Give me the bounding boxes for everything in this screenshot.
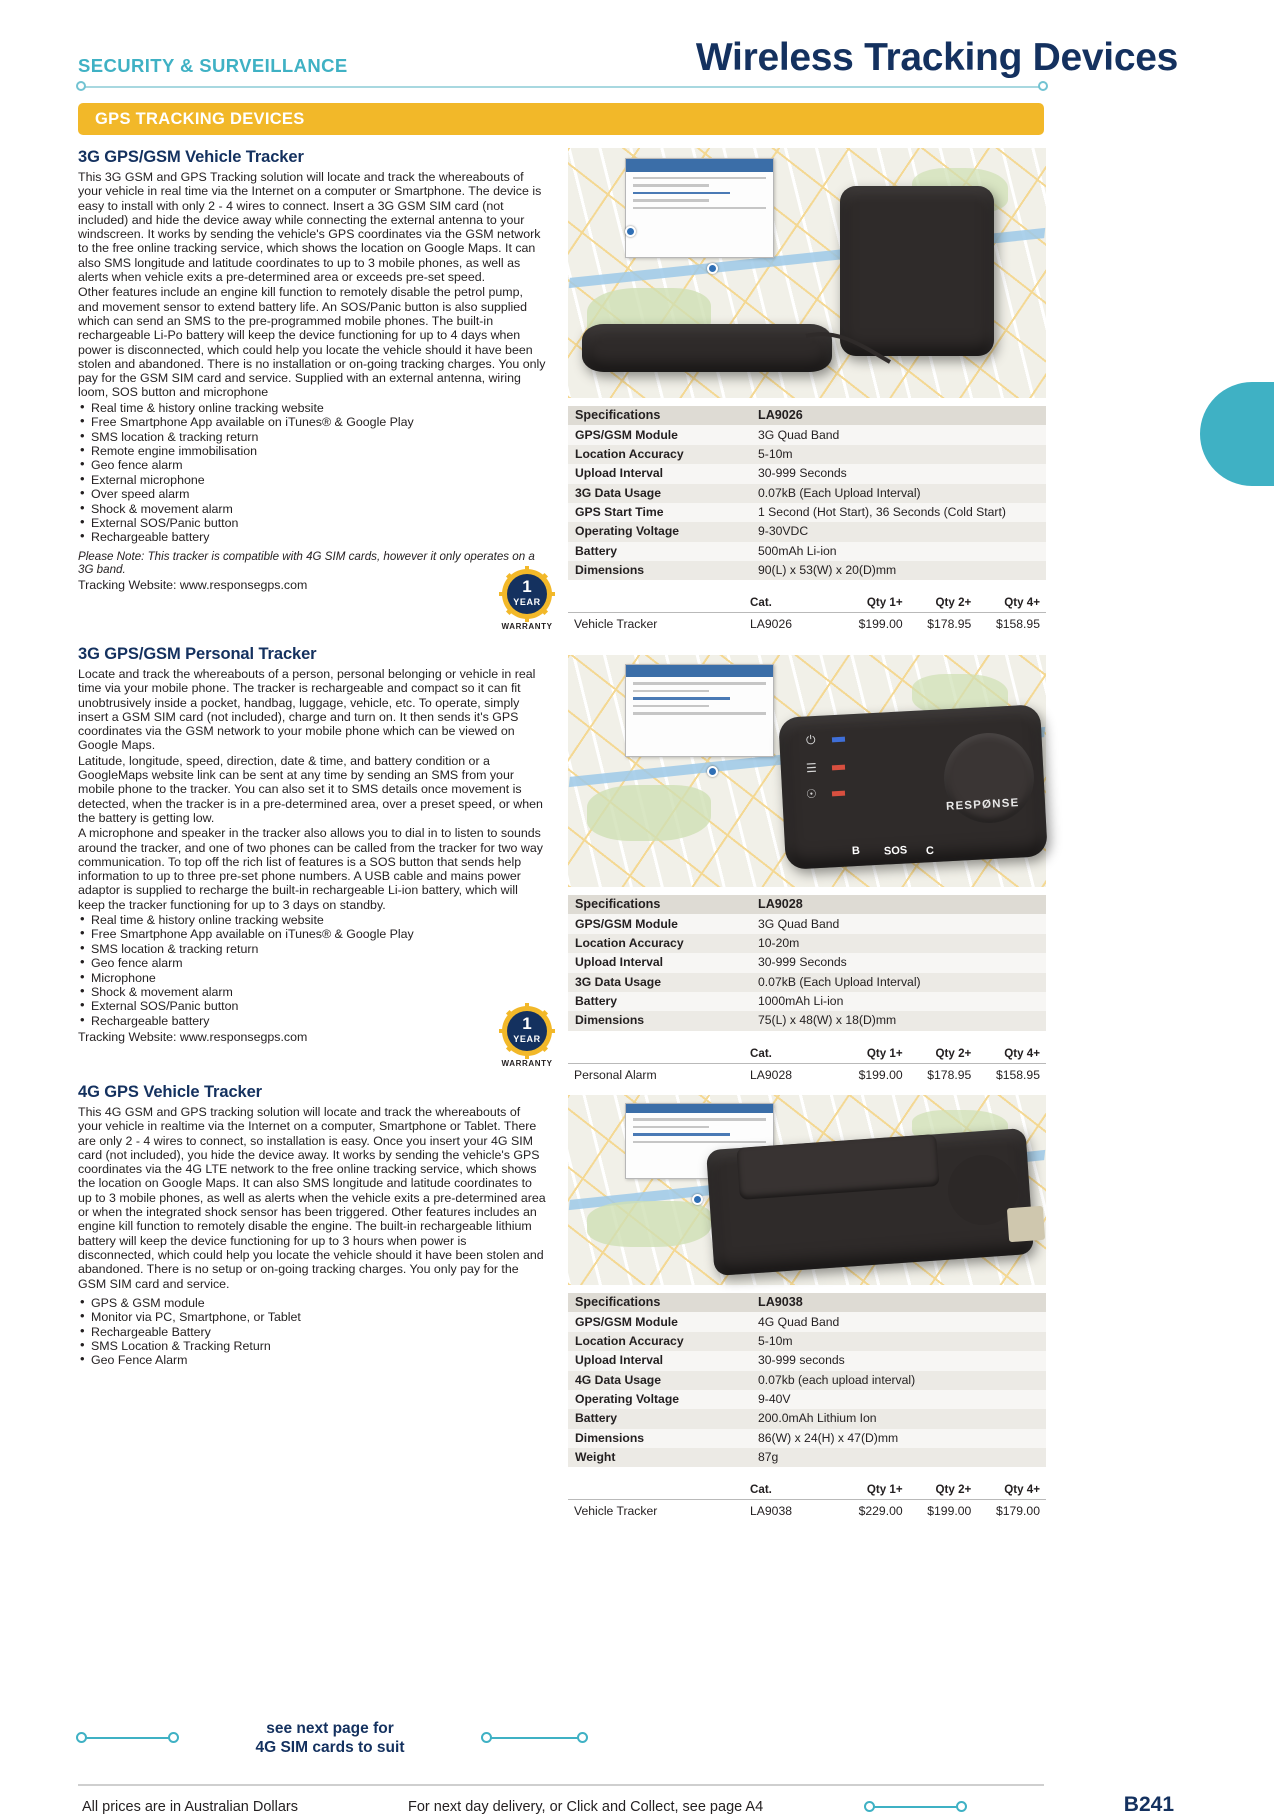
map-info-card-header [626, 1104, 772, 1114]
price-header-qty2: Qty 2+ [909, 1481, 978, 1500]
table-row [568, 1312, 1046, 1331]
product-1-price-table [568, 594, 1046, 633]
spec-key: Location Accuracy [568, 445, 751, 464]
price-header-blank [568, 1481, 744, 1500]
map-info-card-line [633, 712, 765, 715]
spec-key: Upload Interval [568, 1351, 751, 1370]
spec-value: 0.07kB (Each Upload Interval) [751, 973, 1046, 992]
price-header-qty4: Qty 4+ [977, 1481, 1046, 1500]
spec-header-key: Specifications [568, 895, 751, 914]
list-item: • External microphone [78, 473, 546, 487]
spec-key: Upload Interval [568, 464, 751, 483]
list-item: • SMS Location & Tracking Return [78, 1339, 546, 1353]
warranty-label: WARRANTY [501, 1059, 553, 1068]
map-info-card [625, 664, 773, 757]
list-item: • Monitor via PC, Smartphone, or Tablet [78, 1310, 546, 1324]
spec-header-key: Specifications [568, 1293, 751, 1312]
button-c-label[interactable]: C [925, 844, 935, 858]
list-item: • External SOS/Panic button [78, 516, 546, 530]
map-info-card-line [633, 697, 729, 700]
table-row [568, 1351, 1046, 1370]
category-label: SECURITY & SURVEILLANCE [78, 55, 348, 76]
price-header-blank [568, 594, 744, 613]
map-info-card-line [633, 705, 709, 708]
footer-prices-note: All prices are in Australian Dollars [82, 1799, 298, 1815]
header-rule-dot-right [1038, 81, 1048, 91]
spec-value: 9-30VDC [751, 522, 1046, 541]
page-number: B241 [1123, 1793, 1174, 1816]
table-row [568, 484, 1046, 503]
list-item: • SMS location & tracking return [78, 942, 546, 956]
table-row[interactable] [568, 1063, 1046, 1084]
list-item: • Free Smartphone App available on iTunes® & Google Play [78, 415, 546, 429]
table-row [568, 542, 1046, 561]
button-sos-label[interactable]: SOS [883, 844, 908, 858]
product-3-paragraph-1: This 4G GSM and GPS tracking solution will locate and track the whereabouts of your vehicle in realtime via the Internet on a computer, Smartphone or Tablet. There are only 2 - 4 wires to connect, so installation is easy. Once you insert your 4G SIM card (not included), you hide the device away. It works by sending the vehicle's GPS coordinates via the 4G LTE network to the free online tracking service, which shows the location on Google Maps. It can also SMS longitude and latitude coordinates to up to 3 mobile phones, as well as alerts when the vehicle exits a pre-determined area or when the integrated shock sensor has been triggered. Other features includes an engine kill function to remotely disable the engine. The built-in rechargeable lithium battery will keep the device functioning for up to 3 hours when power is disconnected, which could help you locate the vehicle should it have been stolen and abandoned. There is no setup or on-going tracking charges. You only pay for the GSM SIM card and service. [78, 1105, 546, 1291]
map-info-card-header [626, 159, 772, 172]
spec-value: 87g [751, 1448, 1046, 1467]
map-park-area [587, 1201, 711, 1247]
satellite-icon: ☉ [805, 786, 818, 802]
spec-key: Battery [568, 1409, 751, 1428]
map-info-card-line [633, 207, 765, 210]
map-pin-icon [692, 1194, 703, 1205]
footer-accent-rule [868, 1806, 964, 1808]
list-item: • Geo fence alarm [78, 956, 546, 970]
table-row [568, 1390, 1046, 1409]
see-next-page-callout [190, 1719, 470, 1757]
list-item: • GPS & GSM module [78, 1296, 546, 1310]
list-item: • Real time & history online tracking website [78, 913, 546, 927]
product-1-spec-table [568, 406, 1046, 580]
price-header-qty1: Qty 1+ [840, 594, 909, 613]
price-header-blank [568, 1045, 744, 1064]
spec-value: 3G Quad Band [751, 914, 1046, 933]
product-3-right-column [568, 1095, 1046, 1520]
spec-value: 30-999 seconds [751, 1351, 1046, 1370]
product-2-price-table [568, 1045, 1046, 1084]
map-info-card-line [633, 682, 765, 685]
list-item: • SMS location & tracking return [78, 430, 546, 444]
price-qty2: $178.95 [927, 1067, 972, 1082]
list-item: • Shock & movement alarm [78, 502, 546, 516]
warranty-period: YEAR [513, 1034, 541, 1044]
product-2-text [78, 645, 546, 1045]
spec-value: 30-999 Seconds [751, 953, 1046, 972]
product-2-feature-list [78, 913, 546, 1028]
page-edge-tab [1200, 382, 1274, 486]
price-qty1: $199.00 [858, 617, 903, 632]
price-header-qty4: Qty 4+ [977, 594, 1046, 613]
section-bar-label: GPS TRACKING DEVICES [95, 110, 305, 128]
spec-value: 4G Quad Band [751, 1312, 1046, 1331]
warranty-period: YEAR [513, 597, 541, 607]
price-product-name: Personal Alarm [574, 1067, 657, 1082]
product-1-right-column [568, 148, 1046, 633]
table-row [568, 503, 1046, 522]
spec-key: Dimensions [568, 561, 751, 580]
warranty-seal-icon [501, 1005, 553, 1057]
spec-header-value: LA9028 [751, 895, 1046, 914]
list-item: • Over speed alarm [78, 487, 546, 501]
map-pin-icon [625, 226, 636, 237]
product-1-tracking-website: Tracking Website: www.responsegps.com [78, 577, 308, 592]
spec-key: Dimensions [568, 1429, 751, 1448]
price-product-name: Vehicle Tracker [574, 617, 658, 632]
spec-value: 5-10m [751, 1332, 1046, 1351]
spec-key: Battery [568, 542, 751, 561]
spec-value: 0.07kb (each upload interval) [751, 1371, 1046, 1390]
product-2-right-column [568, 655, 1046, 1084]
spec-key: GPS/GSM Module [568, 914, 751, 933]
spec-value: 75(L) x 48(W) x 18(D)mm [751, 1011, 1046, 1030]
map-park-area [587, 785, 711, 841]
spec-value: 86(W) x 24(H) x 47(D)mm [751, 1429, 1046, 1448]
map-info-card-line [633, 192, 729, 195]
warranty-badge-2 [496, 1005, 558, 1068]
price-qty2: $199.00 [927, 1504, 972, 1519]
list-item: • Geo fence alarm [78, 458, 546, 472]
warranty-number: 1 [522, 577, 532, 596]
spec-value: 90(L) x 53(W) x 20(D)mm [751, 561, 1046, 580]
header-rule [78, 86, 1044, 88]
led-blue [832, 737, 845, 743]
product-2-paragraph-2: Latitude, longitude, speed, direction, date & time, and battery condition or a GoogleMaps website link can be sent at any time by sending an SMS from your mobile phone to the tracker. You can also set it to SMS details once movement is detected, when the tracker is in a pre-determined area, over a preset speed, or when the battery is getting low. [78, 753, 543, 825]
spec-value: 5-10m [751, 445, 1046, 464]
table-row [568, 953, 1046, 972]
spec-key: Location Accuracy [568, 934, 751, 953]
map-pin-icon [707, 766, 718, 777]
spec-value: 500mAh Li-ion [751, 542, 1046, 561]
table-row [568, 445, 1046, 464]
spec-key: GPS/GSM Module [568, 1312, 751, 1331]
see-next-page-line2: 4G SIM cards to suit [255, 1739, 405, 1756]
list-item: • Rechargeable battery [78, 1014, 546, 1028]
price-qty4: $158.95 [995, 1067, 1040, 1082]
list-item: • Geo Fence Alarm [78, 1353, 546, 1367]
header-rule-dot-left [76, 81, 86, 91]
price-qty1: $199.00 [858, 1067, 903, 1082]
table-row [568, 561, 1046, 580]
list-item: • Free Smartphone App available on iTunes® & Google Play [78, 927, 546, 941]
spec-key: GPS/GSM Module [568, 425, 751, 444]
price-header-qty1: Qty 1+ [840, 1481, 909, 1500]
map-info-card-header [626, 665, 772, 677]
spec-header-row [568, 1293, 1046, 1312]
product-2-heading: 3G GPS/GSM Personal Tracker [78, 645, 317, 663]
next-page-rule-right [487, 1737, 583, 1739]
next-page-dot-left [76, 1732, 87, 1743]
warranty-number: 1 [522, 1014, 532, 1033]
spec-value: 9-40V [751, 1390, 1046, 1409]
spec-key: Upload Interval [568, 953, 751, 972]
product-2-spec-table [568, 895, 1046, 1031]
map-info-card-line [633, 199, 709, 202]
table-row [568, 1371, 1046, 1390]
product-3-photo [568, 1095, 1046, 1285]
section-bar [78, 103, 1044, 135]
led-red-2 [832, 791, 845, 797]
spec-key: Battery [568, 992, 751, 1011]
next-page-dot-right [577, 1732, 588, 1743]
table-row [568, 1409, 1046, 1428]
product-1-photo [568, 148, 1046, 398]
price-header-cat: Cat. [744, 594, 840, 613]
product-3-feature-list [78, 1296, 546, 1368]
spec-value: 1000mAh Li-ion [751, 992, 1046, 1011]
product-1-text [78, 148, 546, 592]
device-brand-label: RESPØNSE [945, 797, 1020, 813]
footer-rule [78, 1784, 1044, 1786]
spec-key: 3G Data Usage [568, 973, 751, 992]
price-product-name: Vehicle Tracker [574, 1504, 658, 1519]
spec-key: Operating Voltage [568, 522, 751, 541]
list-item: • External SOS/Panic button [78, 999, 546, 1013]
button-b-label[interactable]: B [851, 844, 861, 858]
spec-key: Weight [568, 1448, 751, 1467]
warranty-badge-1 [496, 568, 558, 631]
spec-header-row [568, 895, 1046, 914]
price-header-qty2: Qty 2+ [909, 1045, 978, 1064]
map-info-card-line [633, 184, 709, 187]
table-row [568, 464, 1046, 483]
price-cat-number: LA9028 [750, 1067, 793, 1082]
spec-value: 30-999 Seconds [751, 464, 1046, 483]
price-qty4: $179.00 [995, 1504, 1040, 1519]
product-1-paragraph-1: This 3G GSM and GPS Tracking solution will locate and track the whereabouts of your vehicle in real time via the Internet on a computer or Smartphone. The device is easy to install with only 2 - 4 wires to connect. Insert a 3G GSM SIM card (not included) and hide the device away while connecting the external antenna to your windscreen. It works by sending the vehicle's GPS coordinates via the GSM network to the free online tracking service, which shows the location on Google Maps. It can also SMS longitude and latitude coordinates to up to 3 mobile phones, as well as alerts when vehicle exits a pre-determined area or exceeds pre-set speed. [78, 170, 542, 285]
warranty-label: WARRANTY [501, 622, 553, 631]
map-info-card [625, 158, 773, 258]
product-2-tracking-website: Tracking Website: www.responsegps.com [78, 1030, 308, 1045]
table-row [568, 1448, 1046, 1467]
spec-value: 10-20m [751, 934, 1046, 953]
list-item: • Shock & movement alarm [78, 985, 546, 999]
product-3-price-table [568, 1481, 1046, 1520]
product-2-paragraph-3: A microphone and speaker in the tracker also allows you to dial in to listen to sounds around the tracker, and one of two phones can be called from the tracker for two way communication. To top off the rich list of features is a SOS button that sends help information to up to three pre-set phone numbers. A USB cable and mains power adaptor is supplied to recharge the built-in rechargeable Li-ion battery, which will keep the tracker functioning for up to 3 days on standby. [78, 826, 543, 912]
spec-key: Location Accuracy [568, 1332, 751, 1351]
price-header-cat: Cat. [744, 1045, 840, 1064]
list-item: • Microphone [78, 971, 546, 985]
map-pin-icon [707, 263, 718, 274]
page-title: Wireless Tracking Devices [695, 36, 1178, 79]
product-3-heading: 4G GPS Vehicle Tracker [78, 1083, 262, 1101]
list-item: • Real time & history online tracking website [78, 401, 546, 415]
power-icon: ⏻ [805, 732, 816, 748]
spec-key: 4G Data Usage [568, 1371, 751, 1390]
table-row[interactable] [568, 1500, 1046, 1521]
led-red-1 [832, 765, 845, 771]
price-header-cat: Cat. [744, 1481, 840, 1500]
map-info-card-line [633, 1126, 709, 1129]
spec-value: 3G Quad Band [751, 425, 1046, 444]
table-row [568, 934, 1046, 953]
spec-key: GPS Start Time [568, 503, 751, 522]
signal-icon: ☰ [805, 760, 818, 776]
price-cat-number: LA9038 [750, 1504, 793, 1519]
map-info-card-line [633, 1133, 729, 1136]
spec-header-row [568, 406, 1046, 425]
map-info-card-line [633, 1141, 765, 1144]
product-1-heading: 3G GPS/GSM Vehicle Tracker [78, 148, 304, 166]
price-header-row [568, 594, 1046, 613]
spec-key: 3G Data Usage [568, 484, 751, 503]
table-row [568, 1332, 1046, 1351]
table-row [568, 914, 1046, 933]
footer-dot-right [956, 1801, 967, 1812]
tracker-antenna-puck [582, 324, 832, 372]
spec-key: Operating Voltage [568, 1390, 751, 1409]
tracker-cable [804, 324, 894, 370]
price-qty4: $158.95 [995, 617, 1040, 632]
spec-header-value: LA9026 [751, 406, 1046, 425]
map-info-card-line [633, 1118, 765, 1121]
map-info-card-line [633, 690, 709, 693]
see-next-page-line1: see next page for [266, 1720, 394, 1737]
price-qty2: $178.95 [927, 617, 972, 632]
warranty-seal-icon [501, 568, 553, 620]
next-page-dot-left-inner [168, 1732, 179, 1743]
table-row [568, 1011, 1046, 1030]
spec-header-value: LA9038 [751, 1293, 1046, 1312]
price-header-row [568, 1045, 1046, 1064]
spec-header-key: Specifications [568, 406, 751, 425]
spec-key: Dimensions [568, 1011, 751, 1030]
list-item: • Rechargeable battery [78, 530, 546, 544]
product-2-photo [568, 655, 1046, 887]
price-header-row [568, 1481, 1046, 1500]
tracker-connector [1007, 1206, 1045, 1242]
spec-value: 0.07kB (Each Upload Interval) [751, 484, 1046, 503]
table-row[interactable] [568, 613, 1046, 634]
footer-dot-left [864, 1801, 875, 1812]
table-row [568, 973, 1046, 992]
price-cat-number: LA9026 [750, 617, 793, 632]
table-row [568, 522, 1046, 541]
table-row [568, 992, 1046, 1011]
list-item: • Rechargeable Battery [78, 1325, 546, 1339]
product-1-feature-list [78, 401, 546, 545]
list-item: • Remote engine immobilisation [78, 444, 546, 458]
table-row [568, 425, 1046, 444]
price-qty1: $229.00 [858, 1504, 903, 1519]
product-3-text [78, 1083, 546, 1368]
table-row [568, 1429, 1046, 1448]
product-2-paragraph-1: Locate and track the whereabouts of a person, personal belonging or vehicle in real time via your mobile phone. The tracker is rechargeable and compact so it can fit unobtrusively inside a pocket, handbag, luggage, vehicle, etc. To operate, simply insert a GSM SIM card (not included), charge and turn on. It then sends it's GPS coordinates via the GSM network to your mobile phone which can be viewed on Google Maps. [78, 667, 536, 753]
product-1-paragraph-2: Other features include an engine kill function to remotely disable the petrol pump, and movement sensor to extend battery life. An SOS/Panic button is also supplied which can send an SMS to the pre-programmed mobile phones. The built-in rechargeable Li-Po battery will keep the device functioning for up to 4 days when power is disconnected, which could help you locate the vehicle should it have been stolen and abandoned. There is no installation or on-going tracking charges. You only pay for the GSM SIM card and service. Supplied with an external antenna, wiring loom, SOS button and microphone [78, 285, 546, 400]
price-header-qty2: Qty 2+ [909, 594, 978, 613]
map-info-card-line [633, 177, 765, 180]
product-1-note: Please Note: This tracker is compatible with 4G SIM cards, however it only operates on a 3G band. [78, 549, 535, 576]
next-page-rule-left [78, 1737, 174, 1739]
product-3-spec-table [568, 1293, 1046, 1467]
spec-value: 1 Second (Hot Start), 36 Seconds (Cold Start) [751, 503, 1046, 522]
price-header-qty1: Qty 1+ [840, 1045, 909, 1064]
footer-delivery-note: For next day delivery, or Click and Collect, see page A4 [408, 1799, 764, 1815]
spec-value: 200.0mAh Lithium Ion [751, 1409, 1046, 1428]
next-page-dot-right-inner [481, 1732, 492, 1743]
price-header-qty4: Qty 4+ [977, 1045, 1046, 1064]
